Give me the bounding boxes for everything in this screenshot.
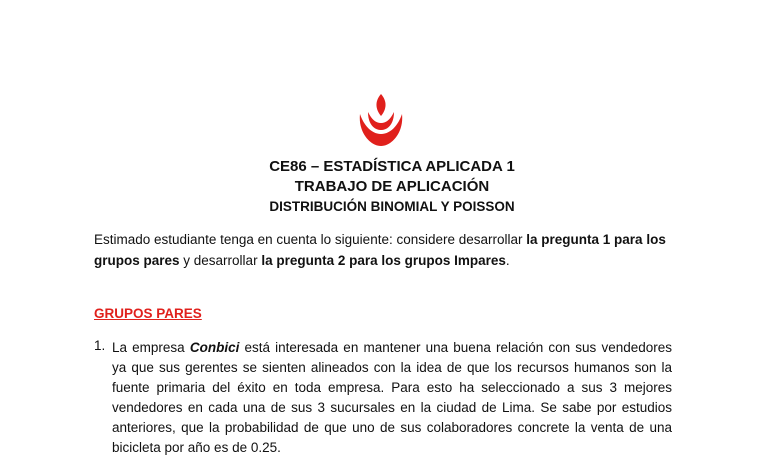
course-title: CE86 – ESTADÍSTICA APLICADA 1 (269, 158, 515, 175)
question-text-part: La empresa (112, 340, 190, 355)
topic-title: DISTRIBUCIÓN BINOMIAL Y POISSON (269, 199, 515, 214)
university-logo-icon (352, 92, 410, 150)
instructions-text: y desarrollar (179, 253, 262, 268)
instructions-even-groups: la pregunta 1 para los grupos pares (94, 232, 666, 268)
question-number: 1. (94, 338, 106, 353)
question-text-part: está interesada en mantener una buena relación con sus vendedores ya que sus gerentes se sienten alineados con la idea de que los recursos humanos son la fuente primaria del éxito en toda empresa. Para esto ha seleccionado a sus 3 mejores vendedores en cada una de sus 3 sucursales en la ciudad de Lima. Se sabe por estudios anteriores, que la probabilidad de que uno de sus colaboradores concrete la venta de una bicicleta por año es de 0.25. (112, 340, 672, 455)
instructions-paragraph (94, 229, 694, 271)
instructions-odd-groups: la pregunta 2 para los grupos Impares (261, 253, 506, 268)
assignment-title: TRABAJO DE APLICACIÓN (294, 178, 490, 195)
instructions-text: . (505, 253, 510, 268)
instructions-text: Estimado estudiante tenga en cuenta lo siguiente: considere desarrollar (94, 232, 527, 247)
section-heading: GRUPOS PARES (94, 306, 202, 321)
question-text (112, 338, 672, 458)
company-name: Conbici (189, 340, 240, 355)
